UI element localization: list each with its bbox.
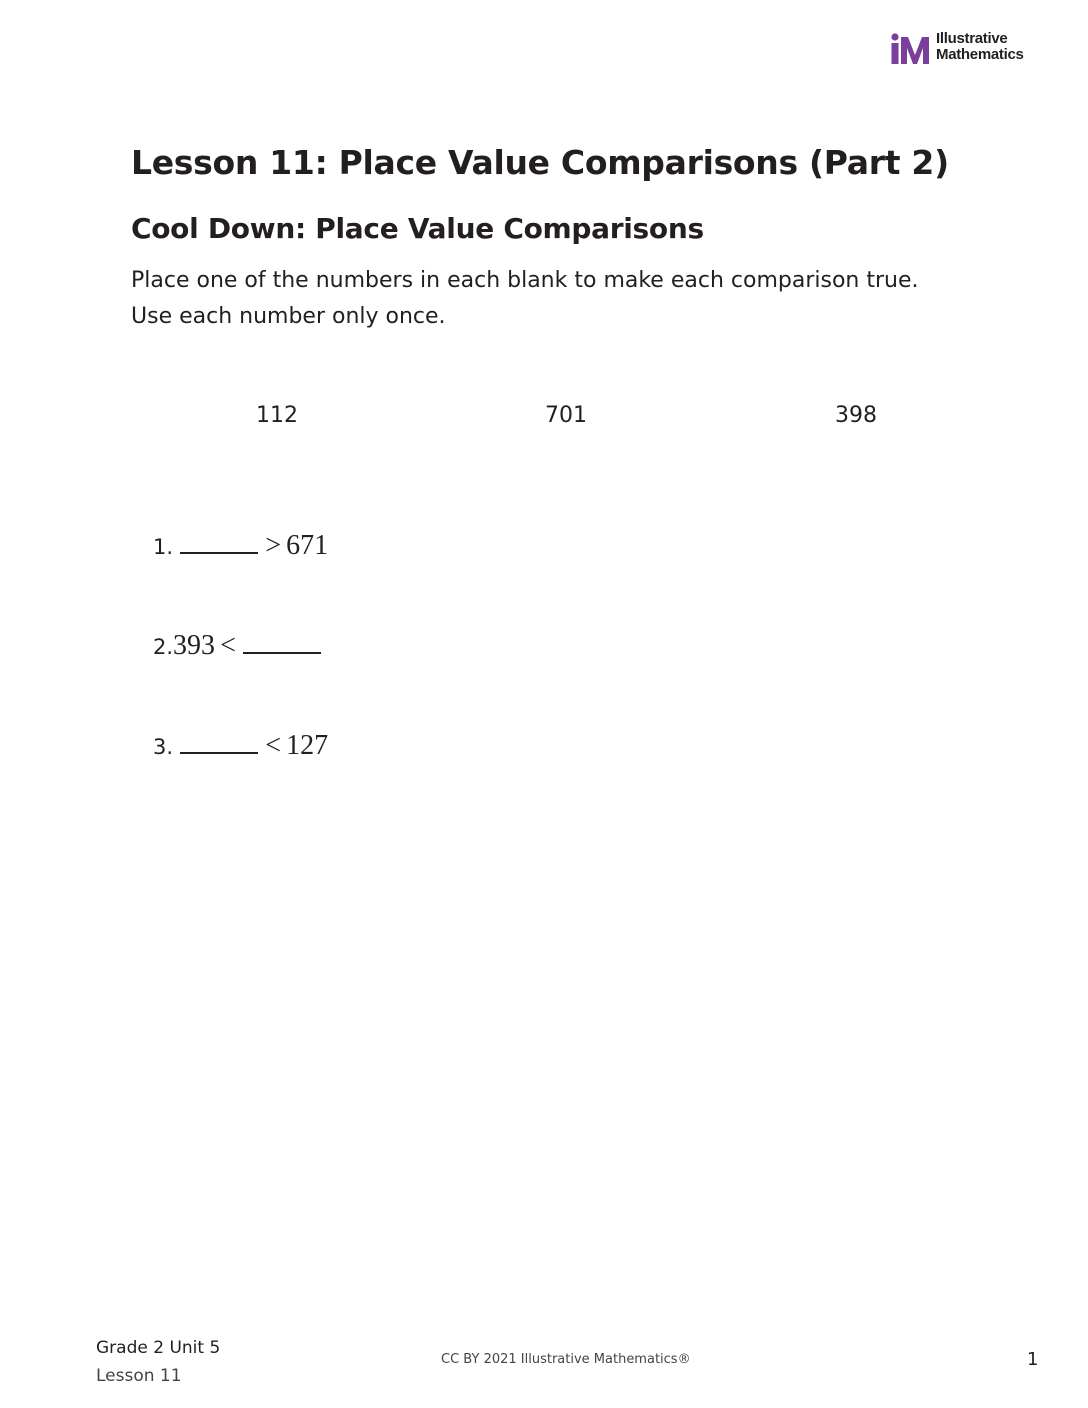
- problem-2: [153, 628, 323, 668]
- number-choice-1: 112: [256, 403, 298, 428]
- footer-lesson: Lesson 11: [96, 1366, 182, 1386]
- footer-copyright: CC BY 2021 Illustrative Mathematics®: [441, 1352, 691, 1367]
- im-logo-mark-icon: [889, 33, 931, 65]
- instructions-line-1: Place one of the numbers in each blank to make each comparison true.: [131, 268, 919, 293]
- footer-course-info: [96, 1334, 220, 1390]
- problem-1: [153, 528, 328, 568]
- comparison-operator: <: [220, 630, 236, 661]
- comparison-value: 671: [286, 530, 329, 561]
- instructions: [131, 263, 1011, 335]
- section-title: Cool Down: Place Value Comparisons: [131, 212, 704, 245]
- logo-line-1: Illustrative: [936, 30, 1008, 47]
- comparison-value: 127: [286, 730, 329, 761]
- problem-number: 3.: [153, 735, 174, 759]
- answer-blank[interactable]: [180, 728, 258, 754]
- problem-3: [153, 728, 328, 768]
- logo-line-2: Mathematics: [936, 46, 1024, 63]
- number-choice-3: 398: [835, 403, 877, 428]
- instructions-line-2: Use each number only once.: [131, 304, 446, 329]
- page-number: 1: [1027, 1349, 1039, 1370]
- number-choice-2: 701: [545, 403, 587, 428]
- comparison-operator: >: [265, 530, 282, 561]
- answer-blank[interactable]: [180, 528, 258, 554]
- footer-grade-unit: Grade 2 Unit 5: [96, 1338, 221, 1358]
- problem-number: 2.: [153, 635, 174, 659]
- logo-wordmark: [936, 31, 1024, 63]
- comparison-value: 393: [173, 630, 216, 661]
- answer-blank[interactable]: [243, 628, 321, 654]
- problem-number: 1.: [153, 535, 174, 559]
- lesson-title: Lesson 11: Place Value Comparisons (Part 2): [131, 143, 949, 182]
- comparison-operator: <: [265, 730, 282, 761]
- illustrative-mathematics-logo: [889, 31, 1039, 67]
